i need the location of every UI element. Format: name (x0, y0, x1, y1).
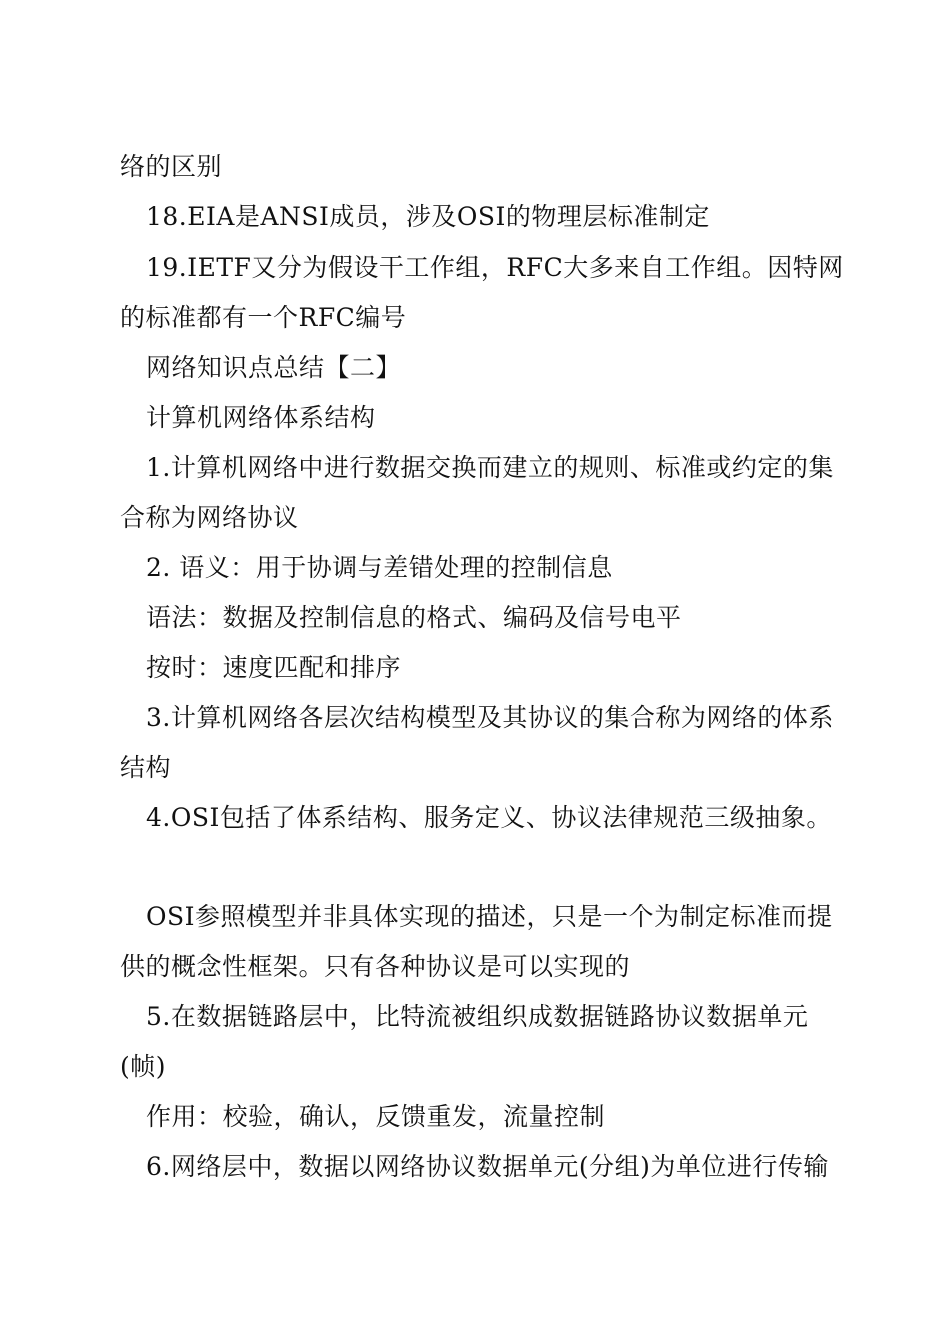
text-line: 3.计算机网络各层次结构模型及其协议的集合称为网络的体系 (146, 703, 834, 732)
text-line: 作用：校验，确认，反馈重发，流量控制 (146, 1102, 606, 1131)
text-line: 4.OSI包括了体系结构、服务定义、协议法律规范三级抽象。 (146, 803, 832, 832)
text-line: 的标准都有一个RFC编号 (120, 303, 407, 332)
text-line: 按时：速度匹配和排序 (146, 653, 402, 682)
text-line: 络的区别 (120, 152, 223, 181)
text-line: 供的概念性框架。只有各种协议是可以实现的 (120, 952, 631, 981)
text-line: 结构 (120, 753, 172, 782)
text-line: 18.EIA是ANSI成员，涉及OSI的物理层标准制定 (146, 202, 710, 231)
text-line: 6.网络层中，数据以网络协议数据单元(分组)为单位进行传输 (146, 1152, 829, 1181)
text-line: OSI参照模型并非具体实现的描述，只是一个为制定标准而提 (146, 902, 833, 931)
text-line: 5.在数据链路层中，比特流被组织成数据链路协议数据单元 (146, 1002, 809, 1031)
text-line: 1.计算机网络中进行数据交换而建立的规则、标准或约定的集 (146, 453, 834, 482)
text-line: 2. 语义：用于协调与差错处理的控制信息 (146, 553, 613, 582)
text-line: (帧) (120, 1052, 167, 1081)
text-line: 合称为网络协议 (120, 503, 299, 532)
text-line: 语法：数据及控制信息的格式、编码及信号电平 (146, 603, 682, 632)
section-heading: 网络知识点总结【二】 (146, 353, 402, 382)
subsection-heading: 计算机网络体系结构 (146, 403, 376, 432)
text-line: 19.IETF又分为假设干工作组，RFC大多来自工作组。因特网 (146, 253, 844, 282)
